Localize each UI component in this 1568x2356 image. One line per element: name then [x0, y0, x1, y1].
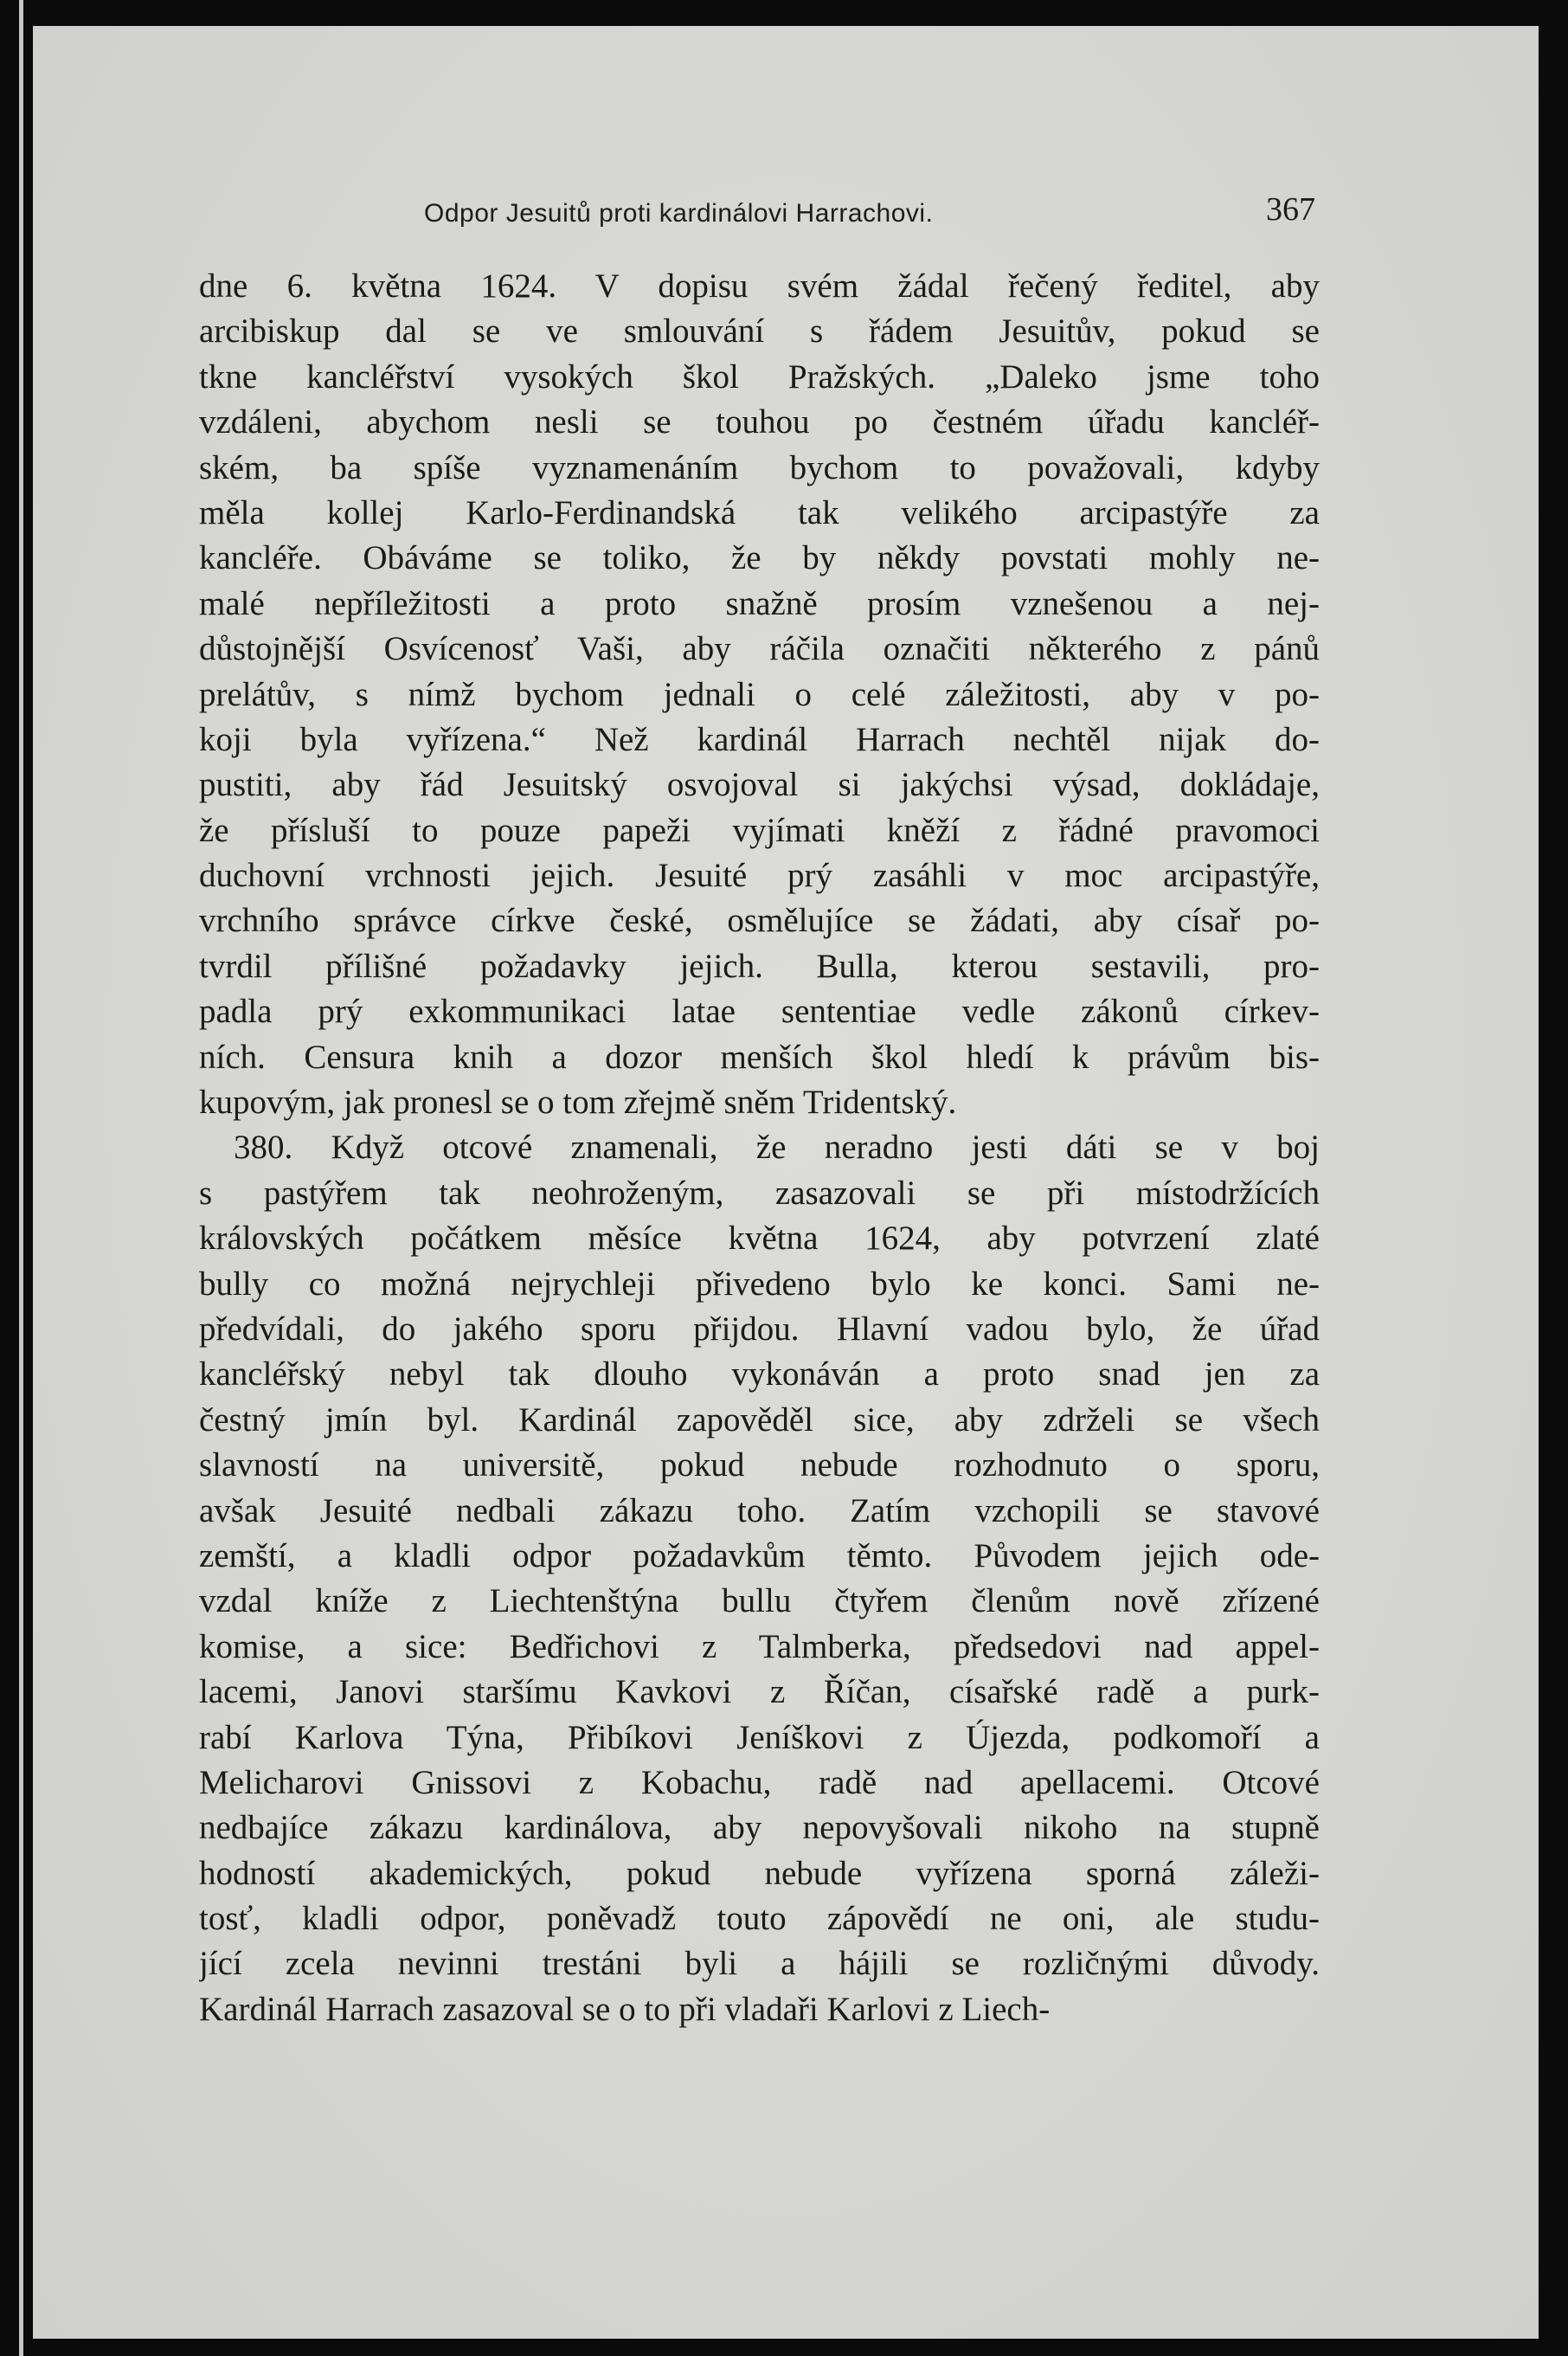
text-line: jící zcela nevinni trestáni byli a hájili se rozličnými důvody. — [199, 1945, 1320, 1983]
text-line: s pastýřem tak neohroženým, zasazovali se při místodržících — [199, 1174, 1320, 1212]
text-line: komise, a sice: Bedřichovi z Talmberka, předsedovi nad appel- — [199, 1627, 1320, 1665]
text-line: měla kollej Karlo-Ferdinandská tak velikého arcipastýře za — [199, 493, 1320, 531]
running-title: Odpor Jesuitů proti kardinálovi Harrachovi. — [424, 199, 934, 228]
text-line: rabí Karlova Týna, Přibíkovi Jeníškovi z Újezda, podkomoří a — [199, 1718, 1320, 1756]
text-line: tvrdil přílišné požadavky jejich. Bulla, kterou sestavili, pro- — [199, 947, 1320, 985]
text-line: nedbajíce zákazu kardinálova, aby nepovyšovali nikoho na stupně — [199, 1809, 1320, 1847]
text-line: padla prý exkommunikaci latae sententiae vedle zákonů církev- — [199, 993, 1320, 1031]
text-line: vrchního správce církve české, osmělujíce se žádati, aby císař po- — [199, 902, 1320, 940]
page-number: 367 — [1266, 191, 1315, 228]
text-line: kupovým, jak pronesl se o tom zřejmě sněm Tridentský. — [199, 1084, 957, 1122]
text-line: malé nepříležitosti a proto snažně prosím vznešenou a nej- — [199, 584, 1320, 622]
text-line: slavností na universitě, pokud nebude rozhodnuto o sporu, — [199, 1446, 1320, 1484]
scan-edge-line — [19, 0, 23, 2356]
text-line: královských počátkem měsíce května 1624, aby potvrzení zlaté — [199, 1220, 1320, 1258]
text-line: tkne kancléřství vysokých škol Pražských. „Daleko jsme toho — [199, 357, 1320, 396]
text-line: Melicharovi Gnissovi z Kobachu, radě nad apellacemi. Otcové — [199, 1763, 1320, 1801]
text-line: předvídali, do jakého sporu přijdou. Hlavní vadou bylo, že úřad — [199, 1310, 1320, 1348]
text-line: že přísluší to pouze papeži vyjímati kněží z řádné pravomoci — [199, 811, 1320, 849]
text-line: důstojnější Osvícenosť Vaši, aby ráčila označiti některého z pánů — [199, 630, 1320, 668]
text-line: hodností akademických, pokud nebude vyřízena sporná záleži- — [199, 1854, 1320, 1892]
text-line: koji byla vyřízena.“ Než kardinál Harrach nechtěl nijak do- — [199, 720, 1320, 758]
text-line: prelátův, s nímž bychom jednali o celé záležitosti, aby v po- — [199, 675, 1320, 713]
text-line: arcibiskup dal se ve smlouvání s řádem Jesuitův, pokud se — [199, 312, 1320, 351]
text-line: lacemi, Janovi staršímu Kavkovi z Říčan, císařské radě a purk- — [199, 1673, 1320, 1711]
text-line: čestný jmín byl. Kardinál zapověděl sice, aby zdrželi se všech — [199, 1400, 1320, 1439]
text-line: bully co možná nejrychleji přivedeno bylo ke konci. Sami ne- — [199, 1265, 1320, 1303]
text-line: dne 6. května 1624. V dopisu svém žádal řečený ředitel, aby — [199, 267, 1320, 305]
text-line: Kardinál Harrach zasazoval se o to při vladaři Karlovi z Liech- — [199, 1990, 1051, 2028]
text-line: ních. Censura knih a dozor menších škol hledí k právům bis- — [199, 1038, 1320, 1076]
text-line: duchovní vrchnosti jejich. Jesuité prý zasáhli v moc arcipastýře, — [199, 857, 1320, 895]
text-line: vzdáleni, abychom nesli se touhou po čestném úřadu kancléř- — [199, 403, 1320, 441]
text-line: kancléře. Obáváme se toliko, že by někdy povstati mohly ne- — [199, 539, 1320, 577]
page-header — [424, 190, 1315, 242]
section-start-line: 380. Když otcové znamenali, že neradno jesti dáti se v boj — [234, 1129, 1320, 1167]
text-line: vzdal kníže z Liechtenštýna bullu čtyřem členům nově zřízené — [199, 1582, 1320, 1620]
body-text — [199, 264, 1320, 2032]
text-line: pustiti, aby řád Jesuitský osvojoval si jakýchsi výsad, dokládaje, — [199, 766, 1320, 804]
text-line: avšak Jesuité nedbali zákazu toho. Zatím vzchopili se stavové — [199, 1491, 1320, 1529]
text-line: kancléřský nebyl tak dlouho vykonáván a proto snad jen za — [199, 1355, 1320, 1394]
text-line: ském, ba spíše vyznamenáním bychom to považovali, kdyby — [199, 448, 1320, 486]
text-line: zemští, a kladli odpor požadavkům těmto. Původem jejich ode- — [199, 1536, 1320, 1574]
text-line: tosť, kladli odpor, poněvadž touto zápovědí ne oni, ale studu- — [199, 1900, 1320, 1938]
